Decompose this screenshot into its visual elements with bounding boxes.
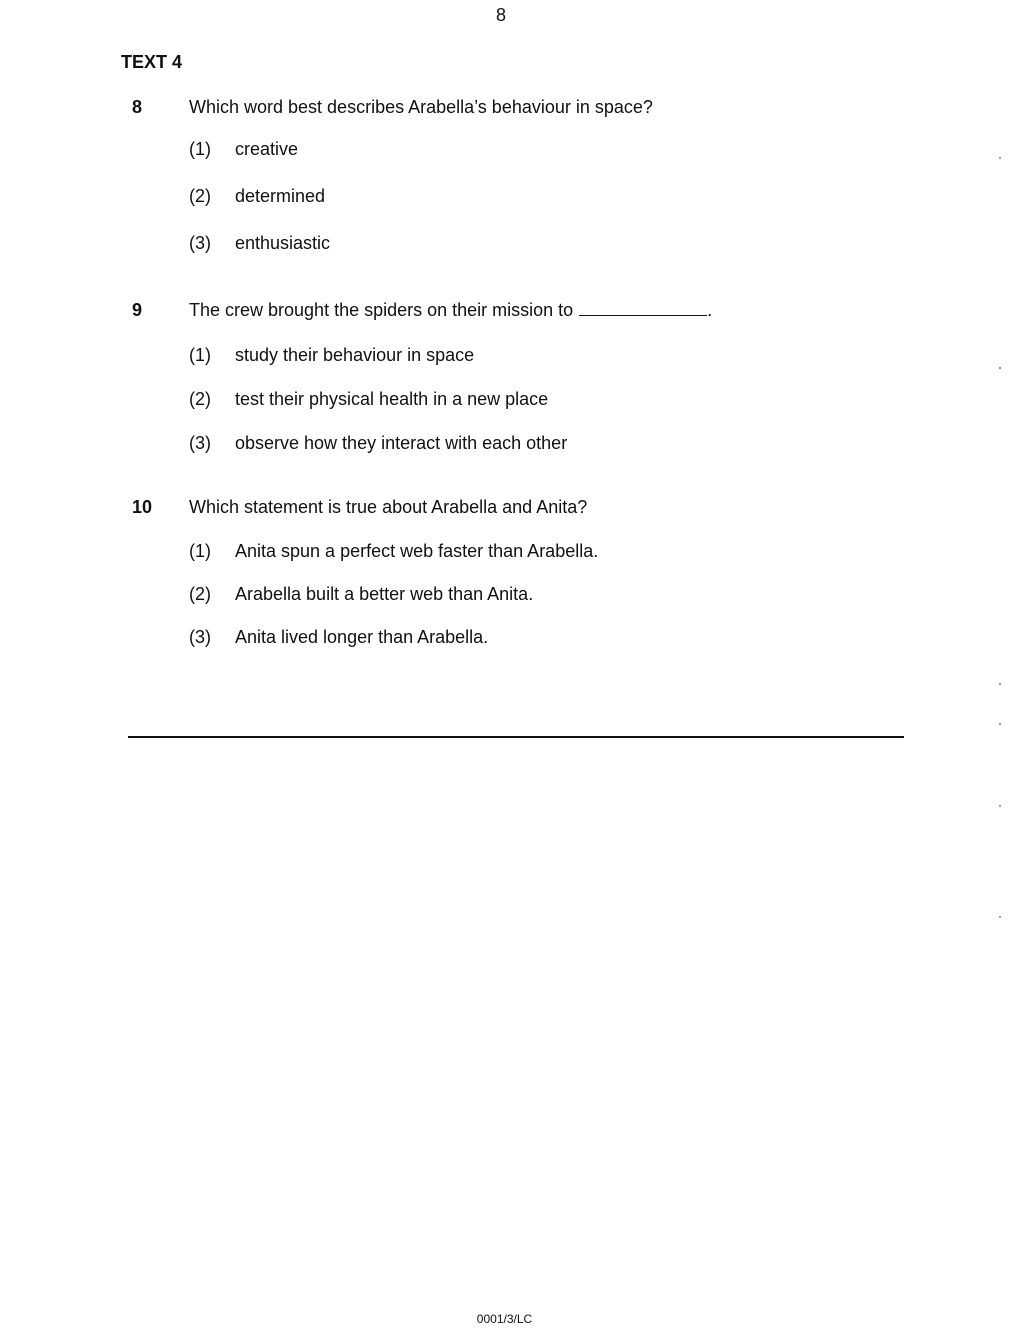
- question-9-number: 9: [132, 300, 143, 320]
- answer-blank: [579, 301, 707, 316]
- page-number: 8: [495, 5, 506, 25]
- question-9-option-1-text: study their behaviour in space: [235, 345, 475, 365]
- question-9-option-1-number: (1): [189, 345, 211, 365]
- question-9-option-3-number: (3): [189, 433, 211, 453]
- question-8-number: 8: [132, 97, 143, 117]
- scan-speck: [999, 683, 1001, 685]
- question-10-option-3-text: Anita lived longer than Arabella.: [235, 627, 489, 647]
- question-9-option-3-text: observe how they interact with each other: [235, 433, 568, 453]
- question-10-option-1-text: Anita spun a perfect web faster than Arabella.: [235, 541, 599, 561]
- question-10-option-2-number: (2): [189, 584, 211, 604]
- question-8-option-2-number: (2): [189, 186, 211, 206]
- question-9-option-2-number: (2): [189, 389, 211, 409]
- question-10-option-2-text: Arabella built a better web than Anita.: [235, 584, 534, 604]
- question-8-option-2-text: determined: [235, 186, 326, 206]
- footer-code: 0001/3/LC: [476, 1312, 533, 1326]
- question-9-line: [189, 300, 712, 321]
- question-8-option-3-number: (3): [189, 233, 211, 253]
- question-8-option-3-text: enthusiastic: [235, 233, 331, 253]
- question-8-option-1-number: (1): [189, 139, 211, 159]
- question-10-option-1-number: (1): [189, 541, 211, 561]
- scan-speck: [999, 805, 1001, 807]
- question-10-option-3-number: (3): [189, 627, 211, 647]
- section-end-rule: [128, 736, 904, 738]
- scan-speck: [999, 367, 1001, 369]
- scan-speck: [999, 723, 1001, 725]
- question-9-text: The crew brought the spiders on their mission to: [189, 300, 574, 320]
- question-10-number: 10: [132, 497, 153, 517]
- section-title: TEXT 4: [121, 52, 183, 72]
- question-8-option-1-text: creative: [235, 139, 299, 159]
- question-8-text: Which word best describes Arabella’s behaviour in space?: [189, 97, 653, 117]
- question-10-text: Which statement is true about Arabella and Anita?: [189, 497, 588, 517]
- question-9-option-2-text: test their physical health in a new place: [235, 389, 549, 409]
- scan-speck: [999, 157, 1001, 159]
- question-9-text-end: .: [707, 300, 713, 320]
- scan-speck: [999, 916, 1001, 918]
